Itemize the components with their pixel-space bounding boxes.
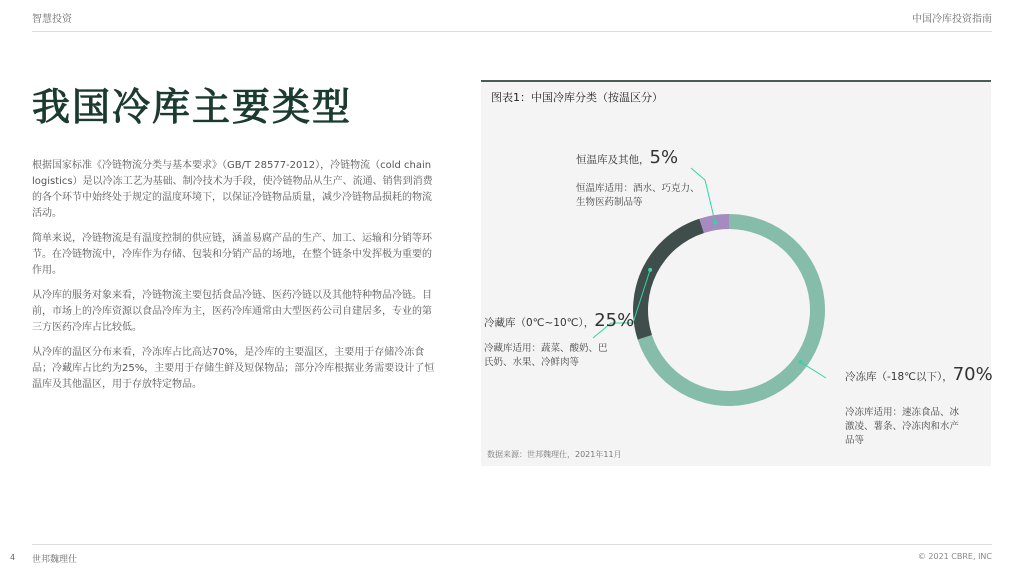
page-title: 我国冷库主要类型: [32, 84, 353, 129]
label-constant-temp-name: 恒温库及其他: [576, 154, 639, 166]
label-frozen-name: 冷冻库（-18℃以下）: [845, 371, 943, 383]
page-number: 4: [10, 553, 16, 562]
figure-title: 图表1：中国冷库分类（按温区分）: [491, 91, 663, 104]
label-frozen-sep: ，: [942, 371, 953, 383]
slice-chilled: [633, 219, 704, 340]
label-constant-temp: [576, 147, 678, 168]
label-chilled-sep: ，: [583, 317, 595, 329]
header-report-title: 中国冷库投资指南: [912, 14, 992, 25]
callout-frozen: [801, 362, 826, 378]
paragraph-4: 从冷库的温区分布来看，冷冻库占比高达70%，是冷库的主要温区，主要用于存储冷冻食品；冷藏库占比约为25%，主要用于存储生鲜及短保物品；部分冷库根据业务需要设计了恒温库及其他温区，用于存放特定物品。: [32, 347, 435, 390]
callout-chilled-dot: [648, 268, 652, 272]
label-chilled-pct: 25%: [594, 310, 635, 331]
label-constant-temp-pct: 5%: [649, 147, 679, 168]
paragraph-3: 从冷库的服务对象来看，冷链物流主要包括食品冷链、医药冷链以及其他特种物品冷链。目前，市场上的冷库资源以食品冷库为主，医药冷库通常由大型医药公司自建居多，专业的第三方医药冷库占比较低。: [32, 290, 432, 333]
desc-constant-temp: [576, 182, 700, 210]
label-constant-temp-sep: ，: [639, 154, 650, 166]
footer-copyright: © 2021 CBRE, INC: [917, 552, 992, 561]
header-brand: 智慧投资: [32, 14, 72, 25]
desc-chilled-line-1: 冷藏库适用：蔬菜、酸奶、巴: [484, 343, 608, 354]
desc-chilled: [484, 342, 608, 370]
desc-constant-temp-line-1: 恒温库适用：酒水、巧克力、: [576, 183, 700, 194]
label-chilled-name: 冷藏库（0℃~10℃）: [484, 317, 584, 329]
desc-frozen: [845, 406, 959, 448]
desc-chilled-line-2: 氏奶、水果、冷鲜肉等: [484, 357, 580, 368]
paragraph-2: 简单来说，冷链物流是有温度控制的供应链，涵盖易腐产品的生产、加工、运输和分销等环节。在冷链物流中，冷库作为存储、包装和分销产品的场地，在整个链条中发挥极为重要的作用。: [32, 233, 432, 276]
label-frozen-pct: 70%: [952, 364, 993, 385]
paragraph-1: 根据国家标准《冷链物流分类与基本要求》（GB/T 28577-2012），冷链物流（cold chain logistics）是以冷冻工艺为基础、制冷技术为手段，使冷链物品从生产、流通、销售到消费的各个环节中始终处于规定的温度环境下，以保证冷链物品质量，减少冷链物品损耗的物流活动。: [32, 160, 433, 219]
callout-constant-temp-dot: [713, 221, 717, 225]
footer-divider: [32, 544, 992, 545]
label-frozen: [845, 364, 993, 385]
header-divider: [32, 31, 992, 32]
callout-frozen-dot: [799, 360, 803, 364]
desc-frozen-line-2: 激凌、薯条、冷冻肉和水产: [845, 421, 960, 432]
footer-brand: 世邦魏理仕: [32, 555, 78, 565]
desc-constant-temp-line-2: 生物医药制品等: [576, 197, 643, 208]
desc-frozen-line-3: 品等: [845, 435, 865, 446]
figure-panel: [481, 80, 991, 466]
body-text: [32, 158, 440, 402]
figure-source: 数据来源：世邦魏理仕，2021年11月: [487, 450, 622, 459]
label-chilled: [484, 310, 634, 331]
desc-frozen-line-1: 冷冻库适用：速冻食品、冰: [845, 407, 960, 418]
